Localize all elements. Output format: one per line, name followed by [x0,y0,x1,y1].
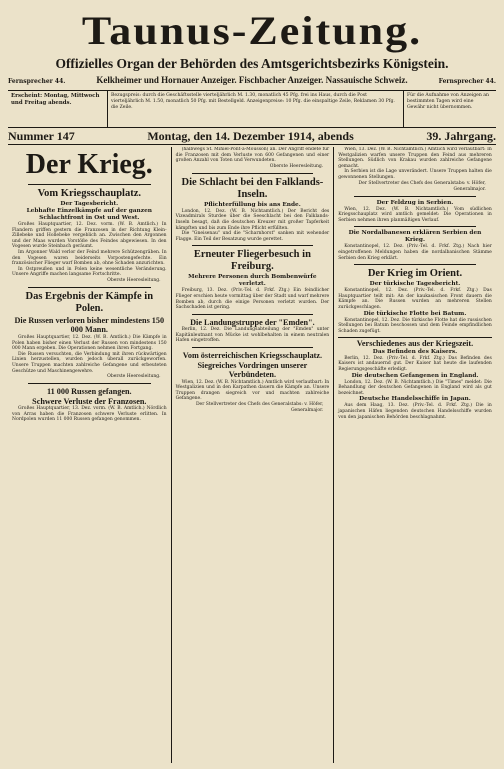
article-subhead: Der Tagesbericht. [60,201,119,207]
article-paragraph: (halbwegs St. Mihiel-Pont-à-Mousson) an. Der Angriff endete für die Franzosen mit dem Verluste von 600 Gefangenen und einer großen Anzahl von Toten und Verwundeten. [175,147,330,164]
newspaper-page [8,8,496,763]
issue-number: Nummer 147 [8,128,75,143]
phone-right: Fernsprecher 44. [438,78,496,85]
article-paragraph: Großes Hauptquartier, 13. Dez. vorm. (W. B. Amtlich.) Nördlich von Arras haben die Franzosen schwere Verluste erlitten. In Nordpolen wurden 11 000 Russen gefangen genommen. [12,406,167,423]
volume-year: 39. Jahrgang. [426,128,496,143]
article-paragraph: Wien, 12. Dez. (W. B. Nichtamtlich.) Vom südlichen Kriegsschauplatz wird amtlich gemeldet: Die Operationen in Serbien nehmen ihren planmäßigen Verlauf. [338,206,492,223]
article-deck: Mehrere Personen durch Bombenwürfe verletzt. [188,274,317,288]
article-paragraph: Wien, 13. Dez. (W. B. Nichtamtlich.) Amtlich wird verlautbart: In Westgalizien warfen unsere Truppen den Feind aus mehreren Stellungen. Südlich von Krakau wurden zahlreiche Gefangene gemacht. [338,147,492,169]
article-headline: Vom österreichischen Kriegsschauplatz. [182,351,323,360]
issue-date: Montag, den 14. Dezember 1914, abends [147,128,354,143]
signature: Der Stellvertreter des Chefs des Generalstabs: v. Höfer, Generalmajor. [195,401,324,413]
article-headline: Die Nordalbanesen erklären Serbien den Krieg. [348,230,482,244]
signature: Oberste Heeresleitung. [269,163,324,169]
signature: Der Stellvertreter des Chefs des Generalstabs: v. Höfer, Generalmajor. [358,180,486,192]
article-paragraph: Berlin, 12. Dez. (Priv.-Tel. d. Frkf. Ztg.) Das Befinden des Kaisers ist andauernd gut. Der Kaiser hat heute die laufenden Regierungsgeschäfte erledigt. [338,355,492,372]
divider [192,173,314,174]
article-paragraph: Die "Gneisenau" und die "Scharnhorst" sanken mit wehender Flagge. Ein Teil der Besatzung wurde gerettet. [175,231,330,242]
divider [354,264,476,265]
dateline [8,128,496,145]
article-deck: Die Russen verloren bisher mindestens 150 000 Mann. [14,315,165,335]
article-headline: Deutsche Handelsschiffe in Japan. [359,396,471,403]
article-paragraph: Die Russen versuchten, die Verbindung mit ihren rückwärtigen Linien herzustellen, wurden jedoch überall zurückgeworfen. Unsere Truppen machten zahlreiche Gefangene und erbeuteten Geschütze und Maschinengewehre. [12,351,167,374]
phone-left: Fernsprecher 44. [8,78,66,85]
article-headline: Das Ergebnis der Kämpfe in Polen. [25,290,154,314]
column-3 [333,147,496,763]
divider [354,226,476,227]
newspaper-title: Taunus-Zeitung. [81,8,423,54]
section-box [338,337,492,420]
supplement-strap [8,74,496,88]
article-paragraph: Aus dem Haag, 13. Dez. (Priv.-Tel. d. Frkf. Ztg.) Die in japanischen Häfen liegenden deutschen Handelsschiffe wurden von den japanischen Behörden beschlagnahmt. [338,403,492,420]
masthead [8,8,496,72]
signature: Oberste Heeresleitung. [107,277,161,283]
article-deck: Pflichterfüllung bis ans Ende. [204,201,301,208]
article-headline: Der Feldzug in Serbien. [376,199,454,206]
supplement-titles: Kelkheimer und Hornauer Anzeiger. Fischbacher Anzeiger. Nassauische Schweiz. [96,75,408,85]
price-note: Bezugspreis: durch die Geschäftsstelle vierteljährlich M. 1.30, monatlich 45 Pfg. frei ins Haus, durch die Post vierteljährlich M. 1.50, monatlich 50 Pfg. mit Bestellgeld. Anzeigenpreise: 10 Pfg. die einspaltige Zeile, Reklamen 30 Pfg. die Zeile. [108,91,404,127]
article-paragraph: In Serbien ist die Lage unverändert. Unsere Truppen halten die gewonnenen Stellungen. [338,169,492,180]
article-paragraph: London, 12. Dez. (W. B. Nichtamtlich.) Der Bericht des Vizeadmirals Sturdee über die Seeschlacht bei den Falklands-Inseln besagt, daß die deutschen Kreuzer mit großer Tapferkeit kämpften und bis zum Ende ihre Pflicht erfüllten. [175,208,330,231]
article-paragraph: Konstantinopel, 12. Dez. (Priv.-Tel. d. Frkf. Ztg.) Das Hauptquartier teilt mit: An der kaukasischen Front dauern die Kämpfe an. Die Russen wurden an mehreren Stellen zurückgeschlagen. [338,288,492,310]
section-headline: Verschiedenes aus der Kriegszeit. [356,339,474,349]
divider [28,383,151,384]
signature: Oberste Heeresleitung. [107,374,161,380]
article-subhead: Das Befinden des Kaisers. [372,348,458,355]
column-2 [171,147,334,763]
article-deck: Siegreiches Vordringen unserer Verbündeten. [197,360,308,379]
appearance-note: Erscheint: Montag, Mittwoch und Freitag abends. [8,91,108,127]
article-paragraph: Im Argonner Wald verlor der Feind mehrere Schützengräben. In den Vogesen waren beiderseits Vorpostengefechte. Ein französischer Flieger warf Bomben ab, ohne Schaden anzurichten. [12,249,167,267]
divider [192,245,314,246]
article-headline: Die deutschen Gefangenen in England. [351,372,479,379]
article-paragraph: Konstantinopel, 12. Dez. (Priv.-Tel. d. Frkf. Ztg.) Nach hier eingetroffenen Meldungen haben die nordalbanischen Stämme Serbien den Krieg erklärt. [338,244,492,261]
article-paragraph: Großes Hauptquartier, 12. Dez. vorm. (W. B. Amtlich.) In Flandern griffen gestern die Franzosen in der Richtung Klein-Zillebeke und Hollebeke vergeblich an. Zwischen den Argonnen und der Maas wurden Vorstöße des Feindes abgewiesen. In den Vogesen wurde Steinbach geräumt. [12,222,167,250]
divider [28,287,151,288]
article-subhead: Der türkische Tagesbericht. [369,281,461,288]
article-paragraph: In Ostpreußen und in Polen keine wesentliche Veränderung. Unsere Angriffe machen langsame Fortschritte. [12,266,167,278]
article-paragraph: Großes Hauptquartier, 12. Dez. (W. B. Amtlich.) Die Kämpfe in Polen haben bisher einen Verlust der Russen von mindestens 150 000 Mann ergeben. Die Operationen nehmen ihren Fortgang. [12,334,167,352]
main-headline: Der Krieg. [25,149,153,180]
article-headline: Die türkische Flotte bei Batum. [363,310,467,317]
article-headline: Die Schlacht bei den Falklands-Inseln. [181,176,324,200]
article-paragraph: London, 12. Dez. (W. B. Nichtamtlich.) Die "Times" meldet: Die Behandlung der deutschen Gefangenen in England wird als gut bezeichnet. [338,379,492,396]
article-headline: 11 000 Russen gefangen. [46,387,132,397]
article-paragraph: Berlin, 12. Dez. Die Landungsabteilung der "Emden" unter Kapitänleutnant von Mücke ist wohlbehalten in einem neutralen Hafen eingetroffen. [175,327,330,344]
article-deck: Lebhafte Einzelkämpfe auf der ganzen Schlachtfront in Ost und West. [26,208,152,221]
article-columns [8,147,496,763]
article-paragraph: Wien, 12. Dez. (W. B. Nichtamtlich.) Amtlich wird verlautbart: In Westgalizien und in den Karpathen dauern die Kämpfe an. Unsere Truppen drangen siegreich vor und machten zahlreiche Gefangene. [175,379,330,402]
article-headline: Erneuter Fliegerbesuch in Freiburg. [193,249,311,273]
divider [192,314,314,315]
article-headline: Vom Kriegsschauplatz. [37,188,142,199]
ad-notice: Für die Aufnahme von Anzeigen an bestimmten Tagen wird eine Gewähr nicht übernommen. [407,93,489,110]
article-paragraph: Freiburg, 13. Dez. (Priv.-Tel. d. Frkf. Ztg.) Ein feindlicher Flieger erschien heute vormittag über der Stadt und warf mehrere Bomben ab, durch die einige Personen verletzt wurden. Der Sachschaden ist gering. [175,288,330,311]
column-1 [8,147,171,763]
divider [192,347,314,348]
subscription-info [8,90,496,128]
divider [354,196,476,197]
newspaper-subtitle: Offizielles Organ der Behörden des Amtsgerichtsbezirks Königstein. [55,56,449,71]
divider [28,184,151,185]
article-headline: Der Krieg im Orient. [367,268,463,280]
article-headline: Die Landungstruppe der "Emden". [190,317,315,327]
article-paragraph: Konstantinopel, 12. Dez. Die türkische Flotte hat die russischen Stellungen bei Batum beschossen und dem Feinde empfindlichen Schaden zugefügt. [338,317,492,334]
article-deck: Schwere Verluste der Franzosen. [32,396,147,406]
